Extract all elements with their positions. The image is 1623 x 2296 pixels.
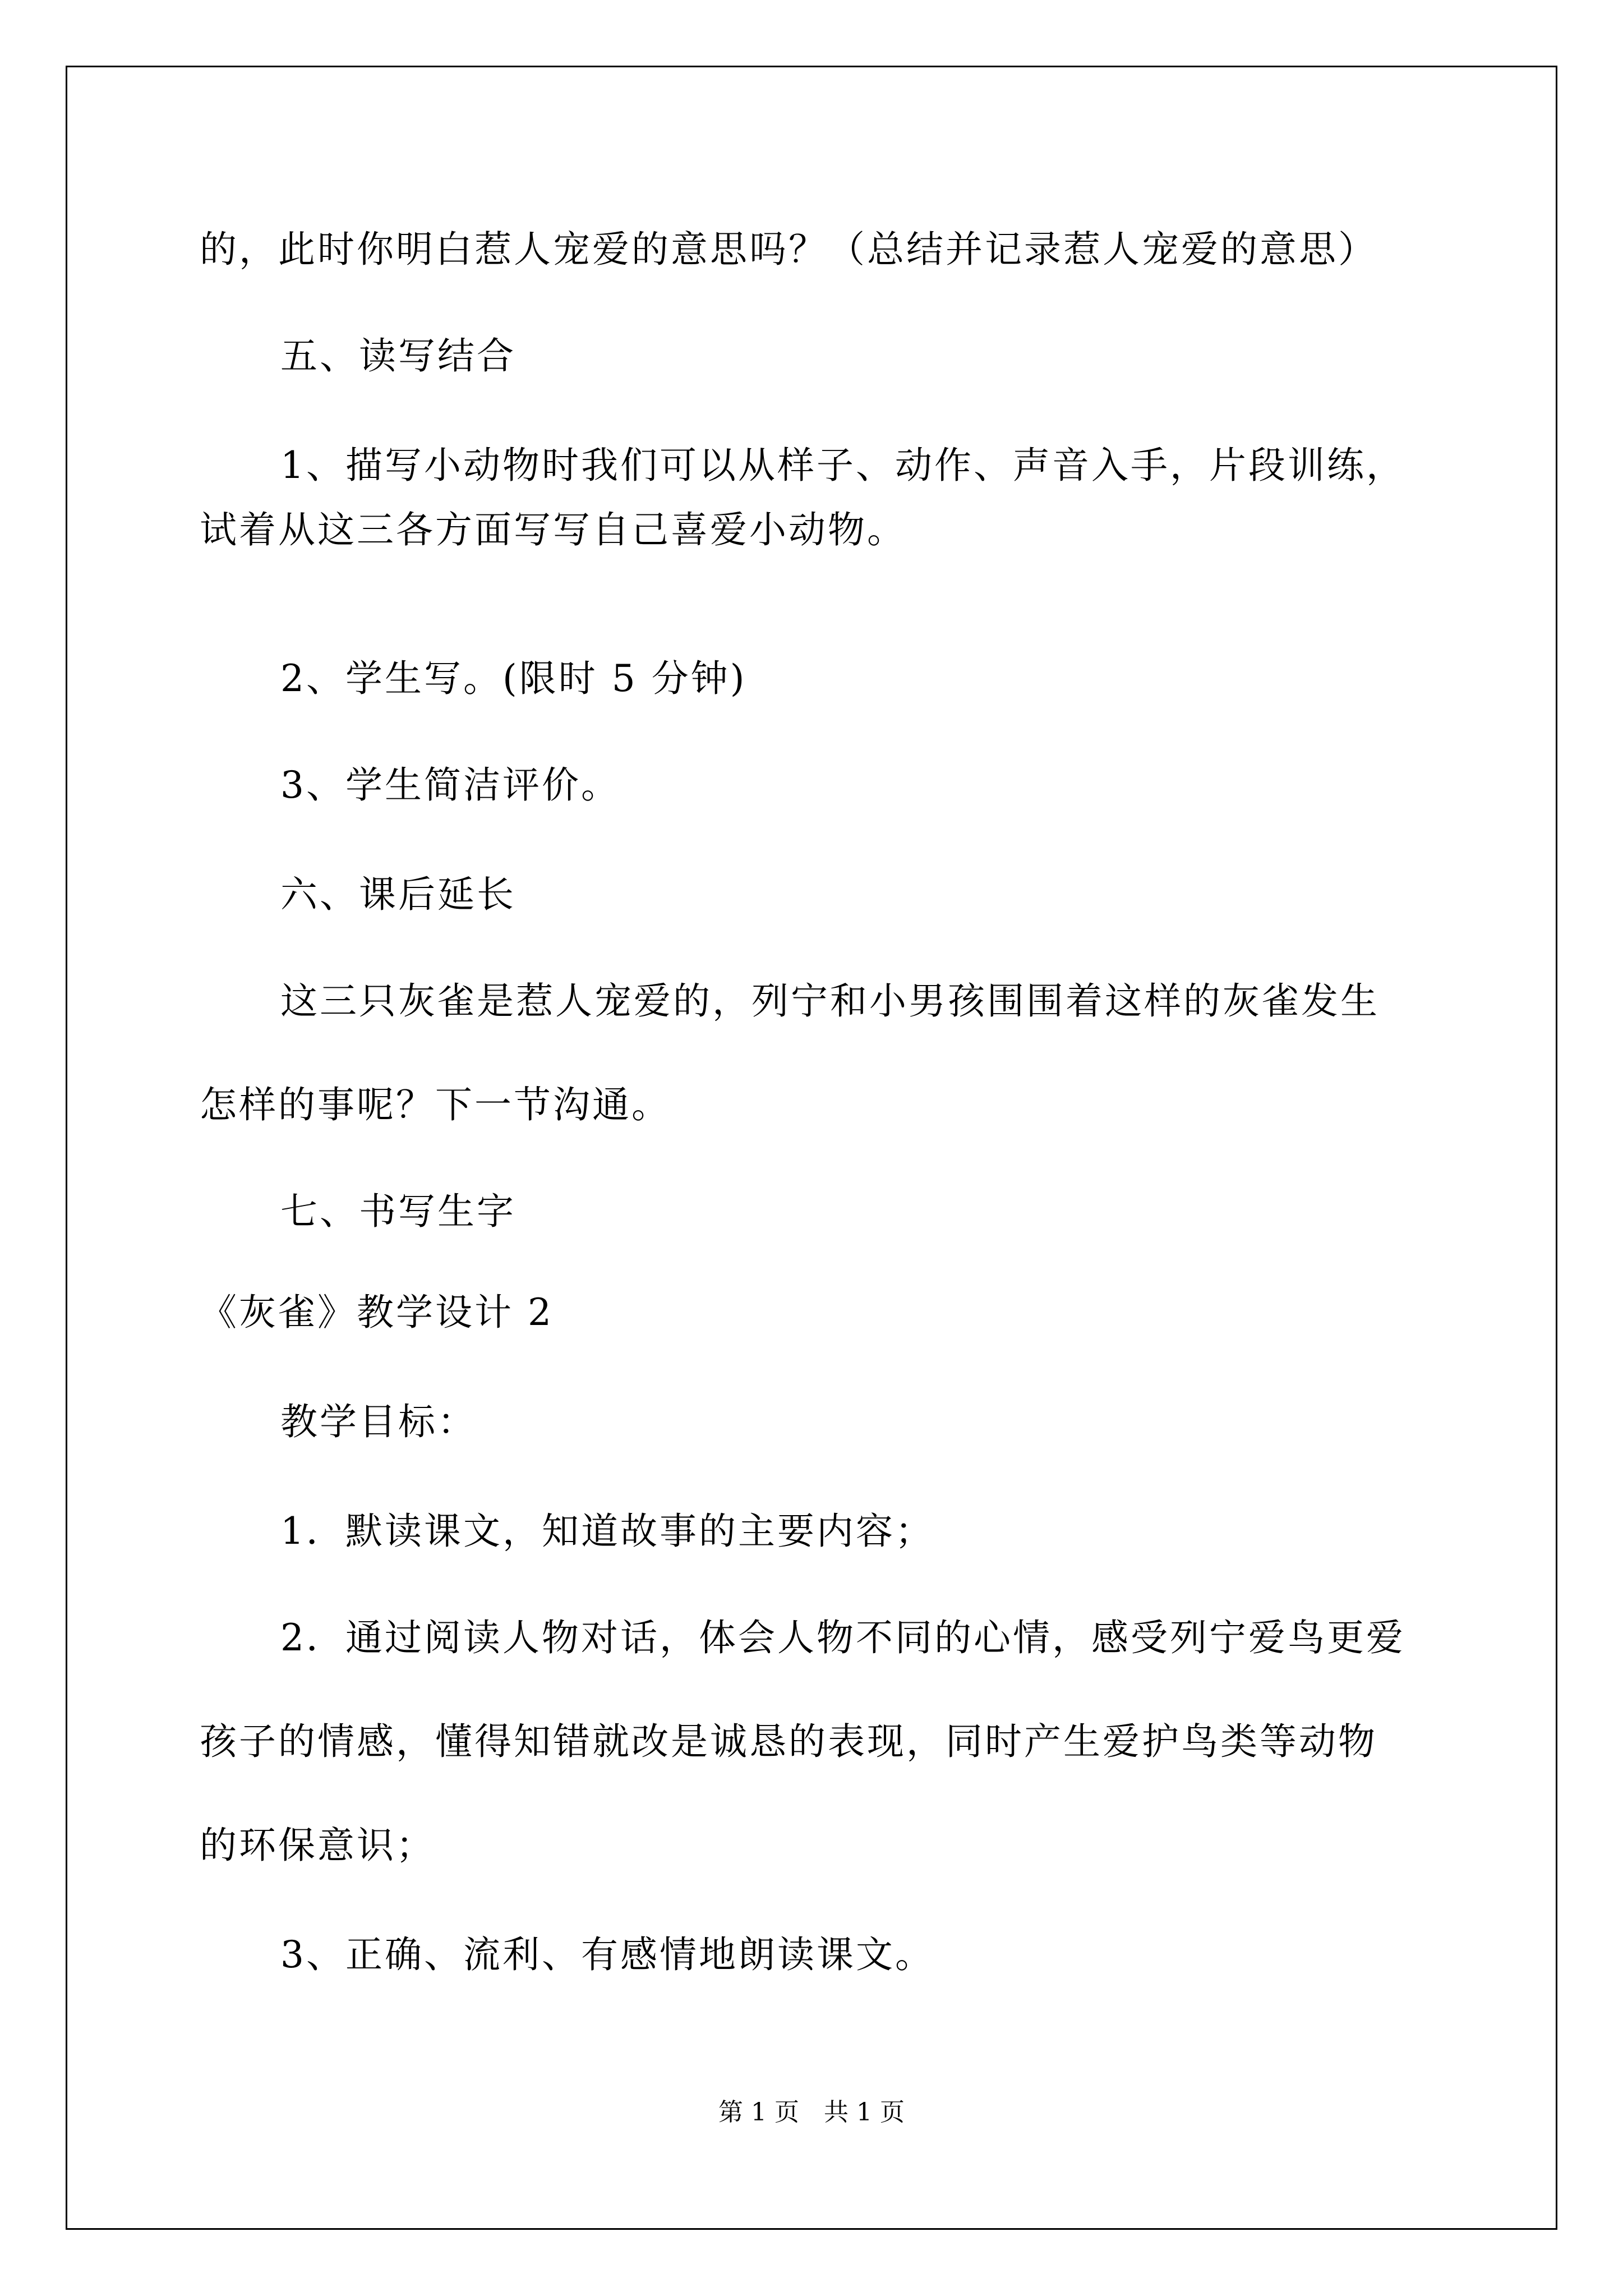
document-title: 《灰雀》教学设计 2 (200, 1291, 554, 1334)
paragraph-line: 3、正确、流利、有感情地朗读课文。 (280, 1933, 934, 1976)
page-number-footer: 第 1 页 共 1 页 (718, 2098, 905, 2127)
section-heading: 六、课后延长 (280, 873, 516, 916)
paragraph-line: 孩子的情感，懂得知错就改是诚恳的表现，同时产生爱护鸟类等动物 (200, 1720, 1377, 1763)
paragraph-line: 3、学生简洁评价。 (280, 763, 620, 807)
section-heading: 教学目标： (280, 1400, 477, 1443)
paragraph-line: 2．通过阅读人物对话，体会人物不同的心情，感受列宁爱鸟更爱 (280, 1616, 1405, 1659)
page-border (66, 66, 1557, 2230)
paragraph-line: 1．默读课文，知道故事的主要内容； (280, 1510, 934, 1553)
paragraph-line: 这三只灰雀是惹人宠爱的，列宁和小男孩围围着这样的灰雀发生 (280, 979, 1380, 1023)
paragraph-line: 怎样的事呢？下一节沟通。 (200, 1083, 671, 1126)
paragraph-line: 的环保意识； (200, 1824, 435, 1867)
paragraph-line: 的，此时你明白惹人宠爱的意思吗？（总结并记录惹人宠爱的意思） (200, 228, 1377, 271)
paragraph-line: 2、学生写。(限时 5 分钟) (280, 657, 747, 700)
paragraph-line: 1、描写小动物时我们可以从样子、动作、声音入手，片段训练， (280, 444, 1405, 487)
section-heading: 五、读写结合 (280, 334, 516, 378)
section-heading: 七、书写生字 (280, 1190, 516, 1233)
paragraph-line: 试着从这三各方面写写自己喜爱小动物。 (200, 508, 906, 551)
